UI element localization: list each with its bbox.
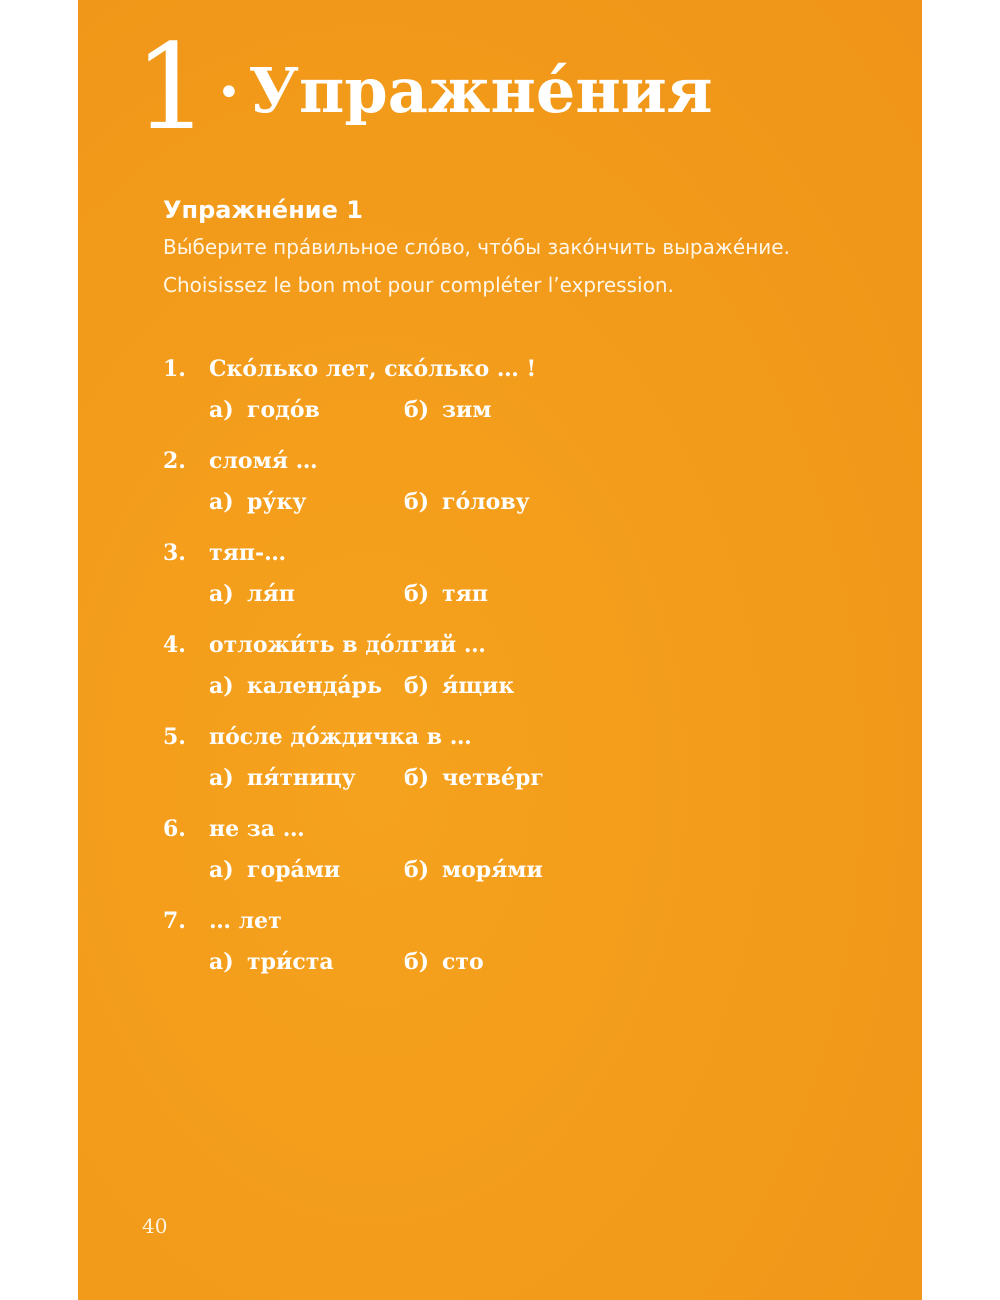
item-number: 4. [163,631,186,658]
option-b[interactable] [404,673,514,699]
option-a-text: календа́рь [247,672,382,699]
option-b[interactable] [404,397,491,423]
option-a-text: три́ста [247,948,334,975]
options-row [163,849,883,890]
option-a[interactable] [209,949,404,975]
title-bullet: • [217,70,241,116]
chapter-number: 1 [134,18,208,156]
option-a[interactable] [209,581,404,607]
options-row [163,389,883,430]
item-number: 5. [163,723,186,750]
chapter-title: Упражне́ния [248,54,713,127]
exercise-item [163,808,883,900]
option-b-text: зим [442,396,492,423]
option-b-label: б) [404,948,430,975]
exercise-items [163,348,883,992]
option-a[interactable] [209,857,404,883]
option-b-label: б) [404,764,430,791]
option-b-label: б) [404,396,430,423]
option-a-label: а) [209,856,234,883]
option-b-label: б) [404,672,430,699]
option-a-label: а) [209,396,234,423]
option-b[interactable] [404,581,488,607]
option-a-label: а) [209,948,234,975]
option-b[interactable] [404,949,484,975]
exercise-item [163,532,883,624]
option-b-text: моря́ми [442,856,543,883]
question-row [163,348,883,389]
option-a-text: пя́тницу [247,764,356,791]
item-number: 3. [163,539,186,566]
item-number: 1. [163,355,186,382]
page-number: 40 [142,1214,168,1238]
option-b-text: го́лову [442,488,530,515]
option-a-label: а) [209,764,234,791]
chapter-title-row [134,18,713,156]
item-number: 7. [163,907,186,934]
options-row [163,573,883,614]
item-question: сломя́ … [209,447,318,474]
question-row [163,808,883,849]
options-row [163,665,883,706]
option-a[interactable] [209,765,404,791]
question-row [163,900,883,941]
page [78,0,922,1300]
option-b-text: я́щик [442,672,515,699]
exercise-heading: Упражне́ние 1 [163,196,363,224]
option-b[interactable] [404,765,544,791]
item-question: тяп-… [209,539,287,566]
options-row [163,481,883,522]
option-a-label: а) [209,580,234,607]
option-a[interactable] [209,489,404,515]
item-question: Ско́лько лет, ско́лько … ! [209,355,537,382]
option-a-label: а) [209,488,234,515]
item-question: не за … [209,815,305,842]
option-b[interactable] [404,489,530,515]
instruction-french: Choisissez le bon mot pour compléter l’expression. [163,273,674,297]
item-question: по́сле до́ждичка в … [209,723,472,750]
exercise-item [163,348,883,440]
question-row [163,440,883,481]
option-b-label: б) [404,488,430,515]
item-question: отложи́ть в до́лгий … [209,631,486,658]
exercise-block [163,196,883,992]
question-row [163,716,883,757]
option-b-label: б) [404,580,430,607]
option-a-text: годо́в [247,396,320,423]
instruction-russian: Вы́берите пра́вильное сло́во, что́бы зако́нчить выраже́ние. [163,235,790,259]
option-a-text: ля́п [247,580,295,607]
question-row [163,624,883,665]
option-b-text: четве́рг [442,764,544,791]
option-b-text: сто [442,948,484,975]
exercise-item [163,624,883,716]
option-a-text: ру́ку [247,488,307,515]
option-a-label: а) [209,672,234,699]
exercise-item [163,716,883,808]
option-b[interactable] [404,857,543,883]
item-question: … лет [209,907,282,934]
option-a[interactable] [209,673,404,699]
question-row [163,532,883,573]
option-b-label: б) [404,856,430,883]
item-number: 6. [163,815,186,842]
exercise-item [163,900,883,992]
exercise-item [163,440,883,532]
item-number: 2. [163,447,186,474]
option-a[interactable] [209,397,404,423]
options-row [163,757,883,798]
options-row [163,941,883,982]
option-a-text: гора́ми [247,856,341,883]
option-b-text: тяп [442,580,488,607]
